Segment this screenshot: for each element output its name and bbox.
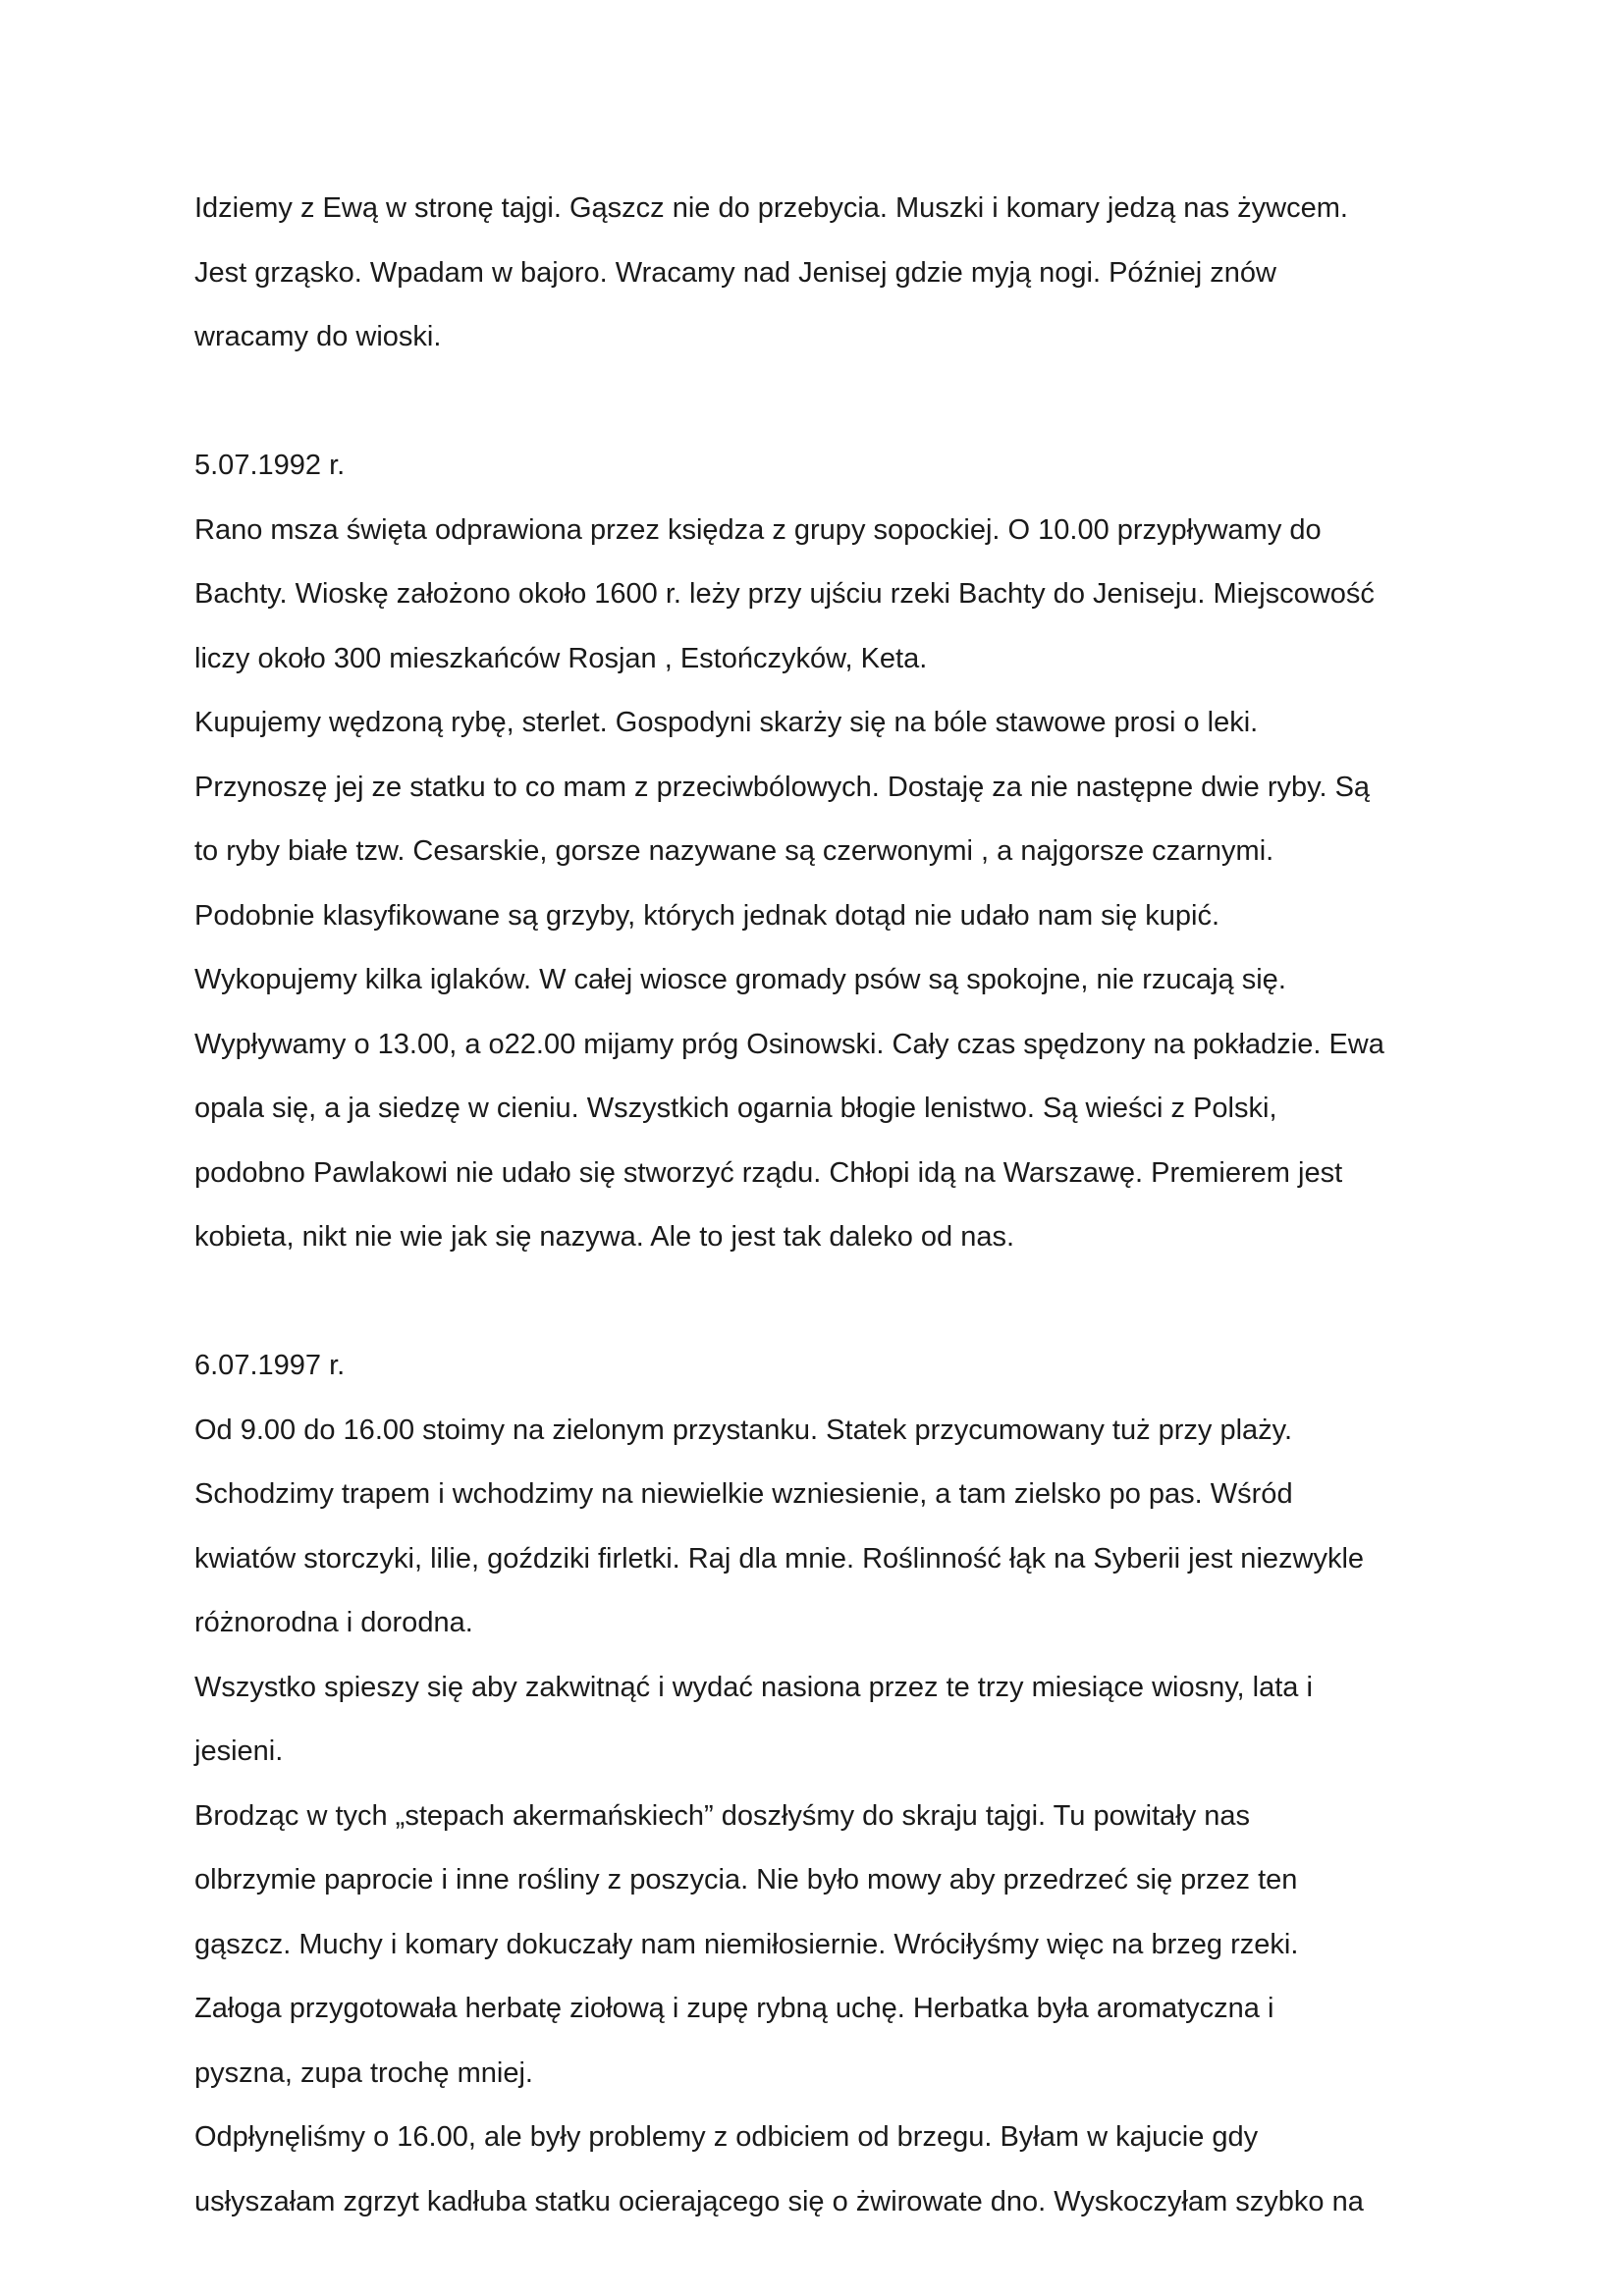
- text-line: Schodzimy trapem i wchodzimy na niewielkie wzniesienie, a tam zielsko po pas. Wśród: [194, 1478, 1293, 1510]
- diary-text: [194, 192, 1471, 2250]
- entry-date: 5.07.1992 r.: [194, 450, 346, 481]
- entry-date: 6.07.1997 r.: [194, 1350, 346, 1381]
- text-line: Rano msza święta odprawiona przez księdza z grupy sopockiej. O 10.00 przypływamy do: [194, 513, 1322, 546]
- text-line: kwiatów storczyki, lilie, goździki firletki. Raj dla mnie. Roślinność łąk na Syberii jest niezwykle: [194, 1542, 1365, 1575]
- text-line: liczy około 300 mieszkańców Rosjan , Estończyków, Keta.: [194, 642, 928, 674]
- text-line: Bachty. Wioskę założono około 1600 r. leży przy ujściu rzeki Bachty do Jeniseju. Miejscowość: [194, 578, 1375, 610]
- text-line: wracamy do wioski.: [194, 321, 442, 352]
- text-line: olbrzymie paprocie i inne rośliny z poszycia. Nie było mowy aby przedrzeć się przez ten: [194, 1864, 1298, 1896]
- text-line: Wykopujemy kilka iglaków. W całej wiosce gromady psów są spokojne, nie rzucają się.: [194, 964, 1286, 995]
- text-line: to ryby białe tzw. Cesarskie, gorsze nazywane są czerwonymi , a najgorsze czarnymi.: [194, 835, 1274, 867]
- text-line: Brodząc w tych „stepach akermańskiech” doszłyśmy do skraju tajgi. Tu powitały nas: [194, 1799, 1251, 1832]
- text-line: pyszna, zupa trochę mniej.: [194, 2056, 533, 2089]
- text-line: Przynoszę jej ze statku to co mam z przeciwbólowych. Dostaję za nie następne dwie ryby. Są: [194, 771, 1371, 803]
- text-line: Kupujemy wędzoną rybę, sterlet. Gospodyni skarży się na bóle stawowe prosi o leki.: [194, 707, 1259, 738]
- text-line: Idziemy z Ewą w stronę tajgi. Gąszcz nie do przebycia. Muszki i komary jedzą nas żywcem.: [194, 192, 1348, 224]
- text-line: opala się, a ja siedzę w cieniu. Wszystkich ogarnia błogie lenistwo. Są wieści z Polski,: [194, 1093, 1277, 1124]
- paragraph-spacer: [194, 386, 1471, 418]
- text-line: jesieni.: [194, 1735, 284, 1767]
- text-line: różnorodna i dorodna.: [194, 1607, 473, 1638]
- text-line: Od 9.00 do 16.00 stoimy na zielonym przystanku. Statek przycumowany tuż przy plaży.: [194, 1414, 1293, 1446]
- text-line: Załoga przygotowała herbatę ziołową i zupę rybną uchę. Herbatka była aromatyczna i: [194, 1993, 1274, 2024]
- text-line: gąszcz. Muchy i komary dokuczały nam niemiłosiernie. Wróciłyśmy więc na brzeg rzeki.: [194, 1928, 1299, 1960]
- text-line: Podobnie klasyfikowane są grzyby, których jednak dotąd nie udało nam się kupić.: [194, 899, 1220, 932]
- text-line: kobieta, nikt nie wie jak się nazywa. Ale to jest tak daleko od nas.: [194, 1221, 1015, 1253]
- text-line: Odpłynęliśmy o 16.00, ale były problemy z odbiciem od brzegu. Byłam w kajucie gdy: [194, 2121, 1259, 2153]
- text-line: Wszystko spieszy się aby zakwitnąć i wydać nasiona przez te trzy miesiące wiosny, lata i: [194, 1671, 1313, 1703]
- text-line: Jest grząsko. Wpadam w bajoro. Wracamy nad Jenisej gdzie myją nogi. Później znów: [194, 256, 1276, 289]
- text-line: Wypływamy o 13.00, a o22.00 mijamy próg Osinowski. Cały czas spędzony na pokładzie. Ewa: [194, 1028, 1384, 1060]
- text-line: usłyszałam zgrzyt kadłuba statku ocierającego się o żwirowate dno. Wyskoczyłam szybko na: [194, 2185, 1364, 2217]
- text-line: podobno Pawlakowi nie udało się stworzyć rządu. Chłopi idą na Warszawę. Premierem jest: [194, 1156, 1343, 1189]
- paragraph-spacer: [194, 1286, 1471, 1318]
